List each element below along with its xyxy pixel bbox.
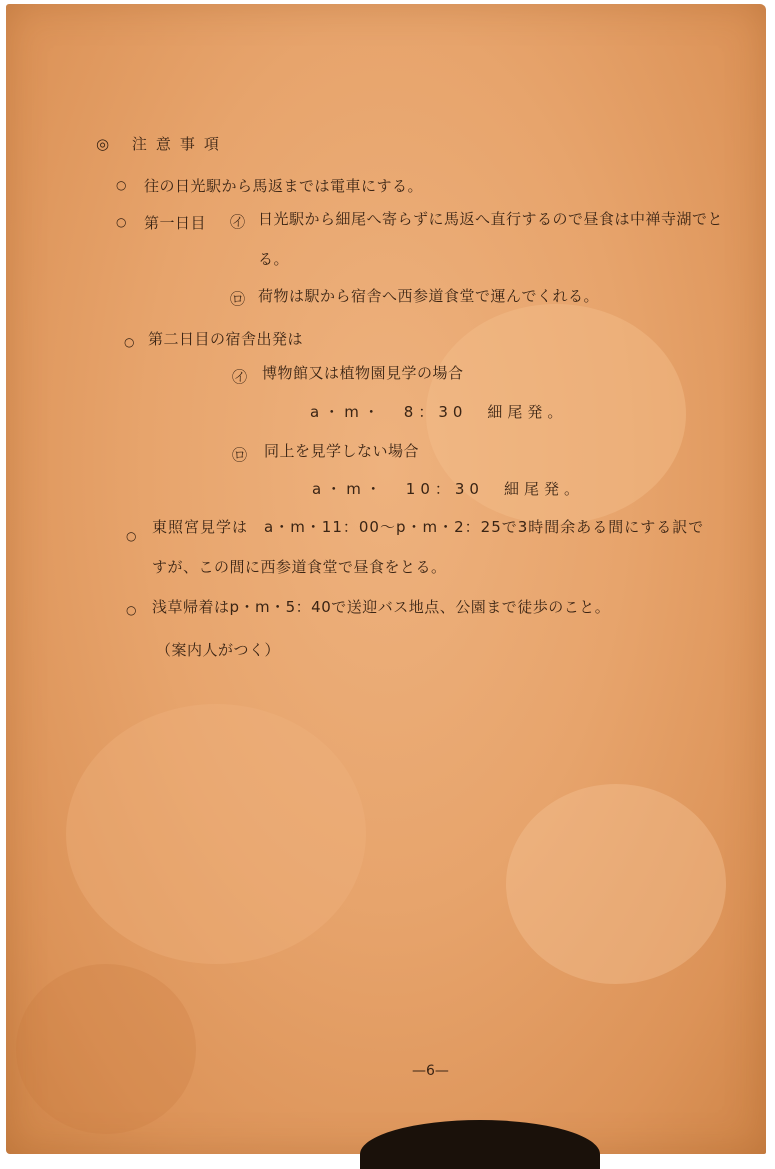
day2-i-time: a・m・ 8：30 細尾発。 — [310, 403, 568, 421]
note-train: 往の日光駅から馬返までは電車にする。 — [144, 177, 424, 195]
bullet-icon: ○ — [116, 178, 127, 192]
asakusa-return: 浅草帰着はp・m・5：40で送迎バス地点、公園まで徒歩のこと。 — [152, 598, 611, 616]
double-circle-mark: ◎ — [96, 135, 119, 153]
paper-stain — [506, 784, 726, 984]
marker-ro-icon: ㋺ — [230, 290, 246, 308]
day2-ro-time: a・m・ 10：30 細尾発。 — [312, 480, 584, 498]
toshogu-line1: 東照宮見学は a・m・11：00〜p・m・2：25で3時間余ある間にする訳で — [152, 518, 705, 536]
marker-ro-icon: ㋺ — [232, 446, 248, 464]
marker-i-icon: ㋑ — [230, 213, 246, 231]
day2-label: 第二日目の宿舎出発は — [148, 330, 304, 348]
bullet-icon: ○ — [126, 603, 137, 617]
paper-stain — [16, 964, 196, 1134]
heading-text: 注意事項 — [131, 135, 228, 153]
bullet-icon: ○ — [124, 335, 135, 349]
day2-i: 博物館又は植物園見学の場合 — [262, 364, 464, 382]
paper-stain — [66, 704, 366, 964]
bullet-icon: ○ — [126, 529, 137, 543]
page-number: —6— — [412, 1063, 449, 1079]
day1-i-line1: 日光駅から細尾へ寄らずに馬返へ直行するので昼食は中禅寺湖でと — [258, 210, 724, 228]
section-heading — [96, 133, 228, 154]
toshogu-line2: すが、この間に西参道食堂で昼食をとる。 — [152, 558, 447, 576]
day2-ro: 同上を見学しない場合 — [264, 442, 420, 460]
guide-note: （案内人がつく） — [156, 641, 281, 659]
day1-label: 第一日目 — [144, 214, 207, 232]
day1-ro: 荷物は駅から宿舎へ西参道食堂で運んでくれる。 — [258, 287, 600, 305]
marker-i-icon: ㋑ — [232, 368, 248, 386]
bullet-icon: ○ — [116, 215, 127, 229]
day1-i-line2: る。 — [258, 250, 290, 268]
